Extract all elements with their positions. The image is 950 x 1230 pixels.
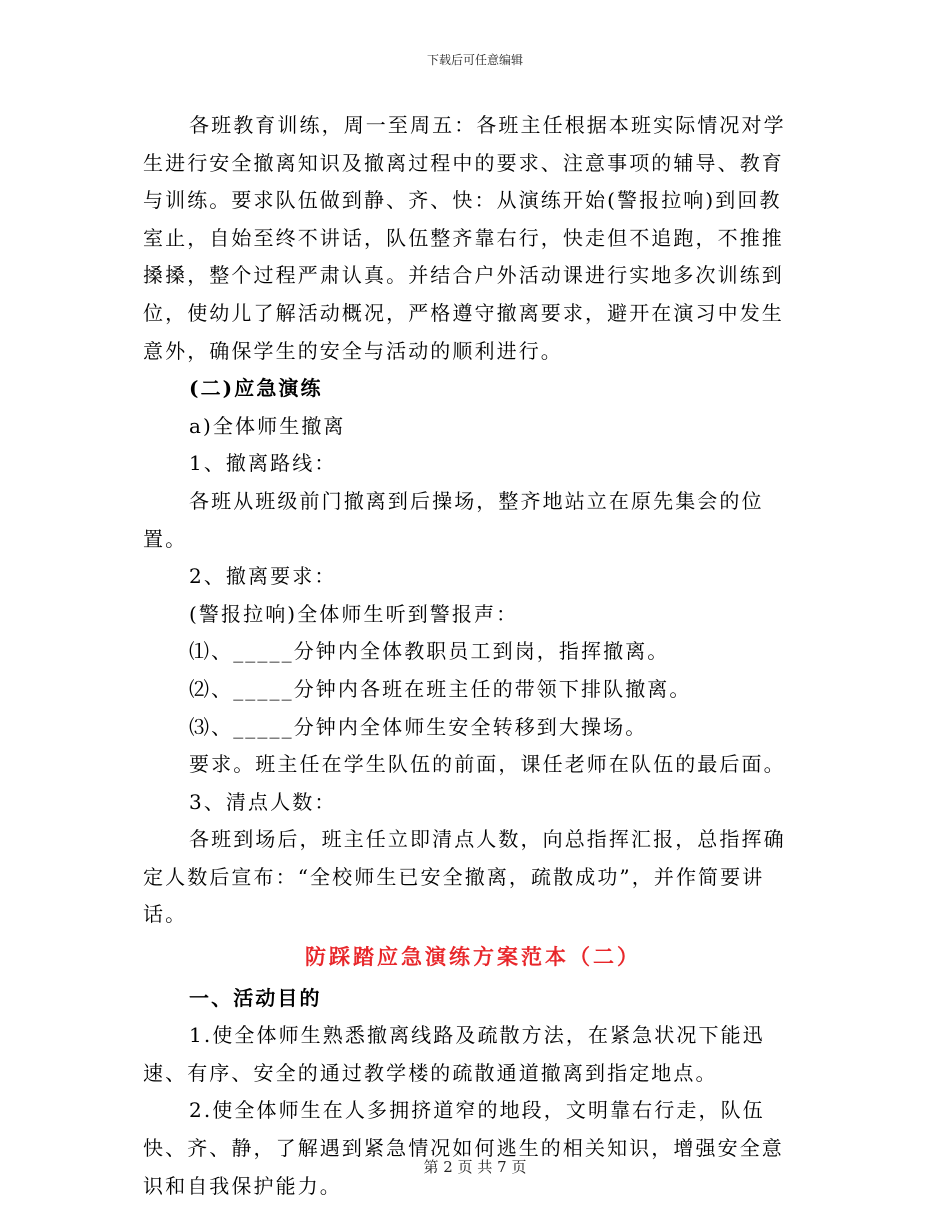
purpose-item-2: 2.使全体师生在人多拥挤道窄的地段，文明靠右行走，队伍快、齐、静，了解遇到紧急情况如何逃生的相关知识，增强安全意识和自我保护能力。 <box>143 1098 784 1198</box>
list-item-1: ⑴、_____分钟内全体教职员工到岗，指挥撤离。 <box>189 639 670 664</box>
document-body <box>143 107 803 1205</box>
item-headcount-heading: 3、清点人数： <box>189 789 337 814</box>
paragraph-teacher-positions: 要求。班主任在学生队伍的前面，课任老师在队伍的最后面。 <box>189 752 786 777</box>
page-header: 下载后可任意编辑 <box>426 53 523 67</box>
heading-purpose: 一、活动目的 <box>189 985 322 1010</box>
paragraph-route: 各班从班级前门撤离到后操场，整齐地站立在原先集会的位置。 <box>143 488 764 551</box>
purpose-item-1: 1.使全体师生熟悉撤离线路及疏散方法，在紧急状况下能迅速、有序、安全的通过教学楼的疏散通道撤离到指定地点。 <box>143 1023 765 1085</box>
item-requirements-heading: 2、撤离要求： <box>189 564 337 589</box>
subheading-evacuation: a)全体师生撤离 <box>189 413 346 438</box>
item-route-heading: 1、撤离路线： <box>189 451 337 476</box>
paragraph-headcount: 各班到场后，班主任立即清点人数，向总指挥汇报，总指挥确定人数后宣布：“全校师生已安全撤离，疏散成功”，并作简要讲话。 <box>143 827 786 927</box>
section-title: 防踩踏应急演练方案范本（二） <box>305 944 641 970</box>
paragraph-training: 各班教育训练，周一至周五：各班主任根据本班实际情况对学生进行安全撤离知识及撤离过程中的要求、注意事项的辅导、教育与训练。要求队伍做到静、齐、快：从演练开始(警报拉响)到回教室止，自始至终不讲话，队伍整齐靠右行，快走但不追跑，不推推搡搡，整个过程严肃认真。并结合户外活动课进行实地多次训练到位，使幼儿了解活动概况，严格遵守撤离要求，避开在演习中发生意外，确保学生的安全与活动的顺利进行。 <box>143 113 786 363</box>
list-item-3: ⑶、_____分钟内全体师生安全转移到大操场。 <box>189 714 648 739</box>
heading-emergency-drill: (二)应急演练 <box>189 376 323 401</box>
page-footer: 第 2 页 共 7 页 <box>423 1158 527 1176</box>
list-item-2: ⑵、_____分钟内各班在班主任的带领下排队撤离。 <box>189 676 692 701</box>
paragraph-alarm: (警报拉响)全体师生听到警报声： <box>189 601 519 626</box>
